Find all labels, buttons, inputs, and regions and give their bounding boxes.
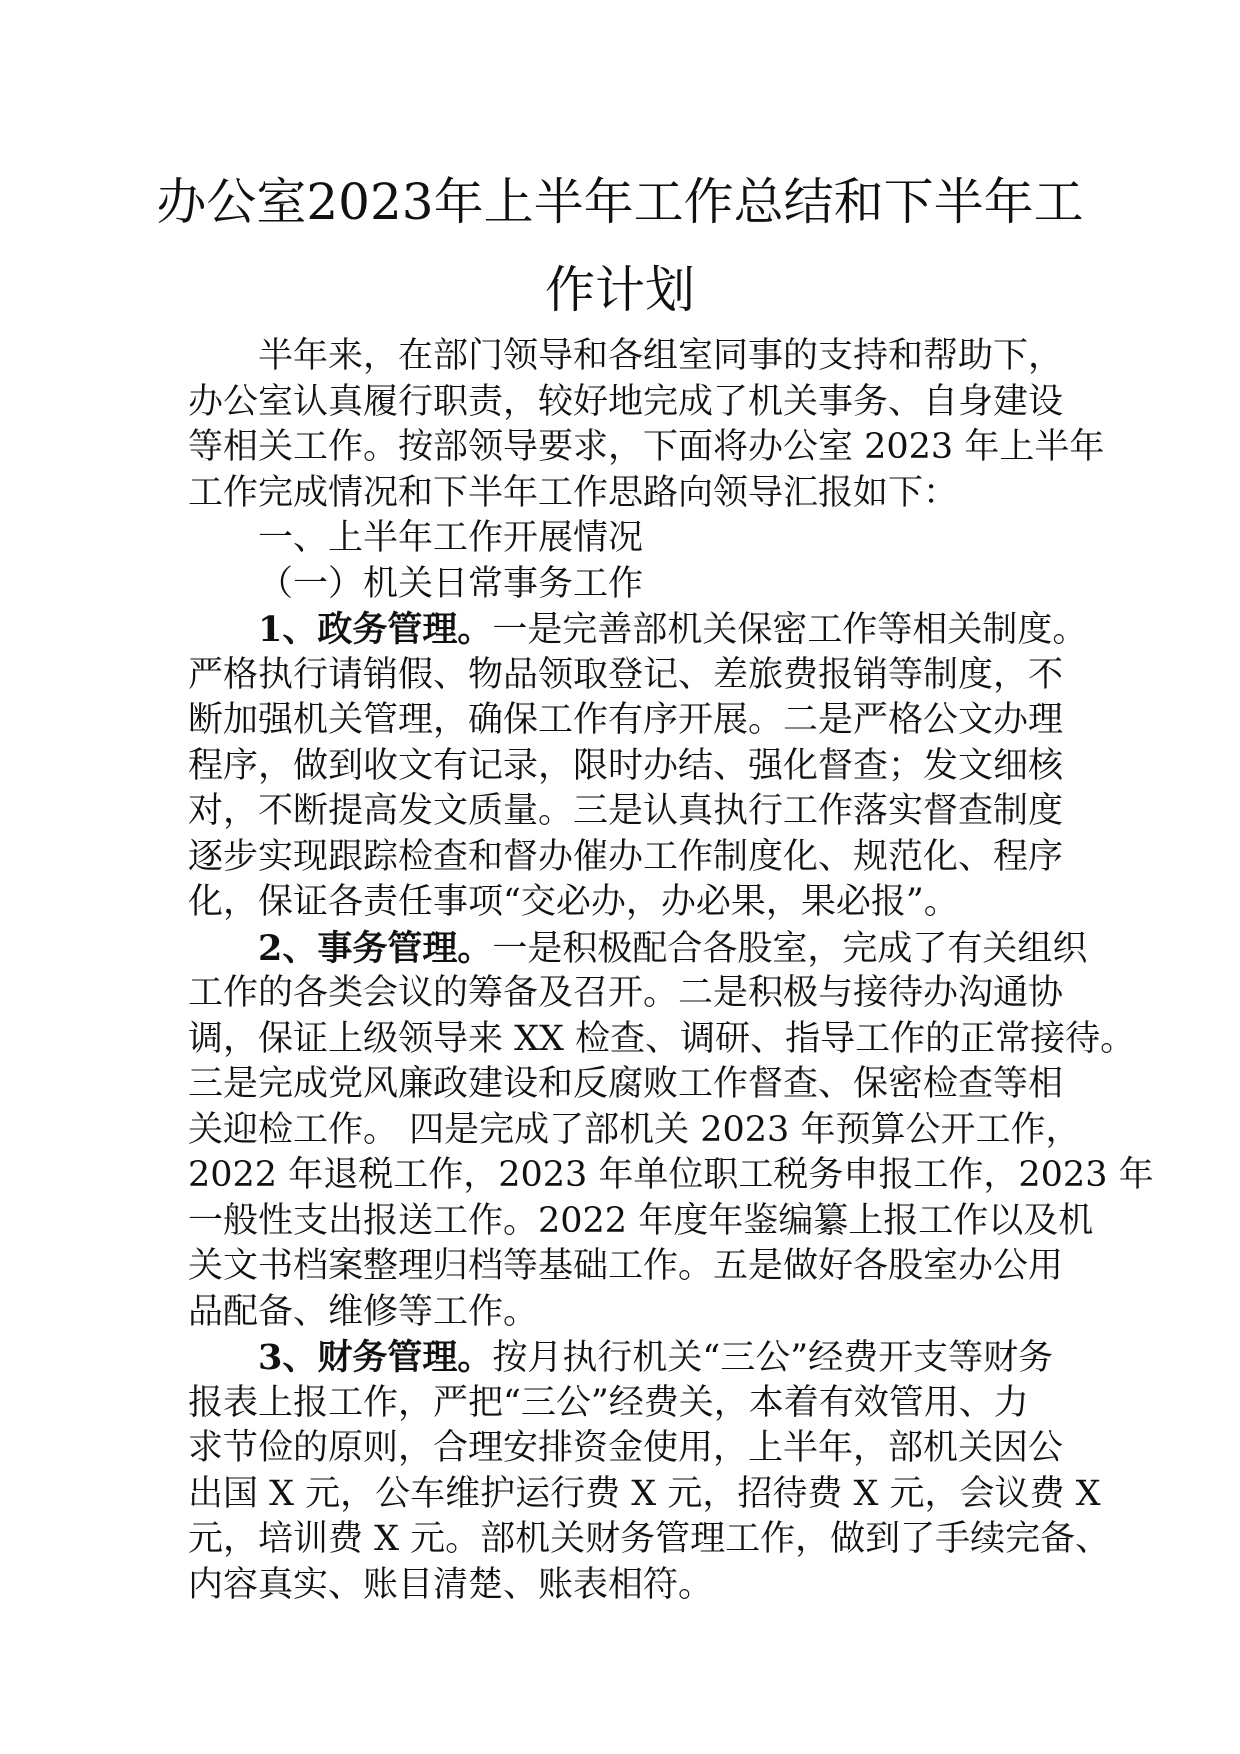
line-text: （一）机关日常事务工作 — [258, 563, 644, 604]
text-line — [188, 880, 1068, 926]
text-line — [188, 471, 1068, 517]
line-text: 一是积极配合各股室，完成了有关组织 — [492, 928, 1088, 969]
text-line — [188, 1244, 1068, 1290]
text-line — [188, 334, 1068, 380]
text-line — [188, 789, 1068, 835]
line-text: 一般性支出报送工作。2022 年度年鉴编纂上报工作以及机 — [188, 1200, 1094, 1241]
line-text: 对，不断提高发文质量。三是认真执行工作落实督查制度 — [188, 791, 1064, 831]
line-text: 化，保证各责任事项“交必办，办必果，果必报”。 — [188, 882, 959, 922]
line-text: 工作的各类会议的筹备及召开。二是积极与接待办沟通协 — [188, 973, 1064, 1013]
line-text: 办公室认真履行职责，较好地完成了机关事务、自身建设 — [188, 381, 1064, 422]
section-heading: 2、事务管理。 — [258, 927, 493, 969]
text-line — [188, 562, 1068, 608]
line-text: 求节俭的原则，合理安排资金使用，上半年，部机关因公 — [188, 1428, 1064, 1468]
line-text: 品配备、维修等工作。 — [188, 1291, 539, 1332]
text-line — [188, 1153, 1154, 1199]
text-line — [188, 1062, 1068, 1108]
line-text: 程序，做到收文有记录，限时办结、强化督查；发文细核 — [188, 745, 1064, 786]
text-line — [188, 1426, 1068, 1472]
section-heading: 3、财务管理。 — [258, 1337, 493, 1378]
line-text: 工作完成情况和下半年工作思路向领导汇报如下： — [188, 472, 959, 513]
line-text: 关迎检工作。 四是完成了部机关 2023 年预算公开工作， — [188, 1109, 1081, 1150]
text-line — [188, 1335, 1068, 1381]
line-text: 严格执行请销假、物品领取登记、差旅费报销等制度，不 — [188, 654, 1064, 695]
text-line — [188, 425, 1105, 471]
text-line — [188, 380, 1068, 426]
line-text: 一、上半年工作开展情况 — [258, 518, 644, 558]
document-body — [188, 334, 1154, 1608]
text-line — [188, 1472, 1101, 1518]
text-line — [188, 971, 1068, 1017]
line-text: 关文书档案整理归档等基础工作。五是做好各股室办公用 — [188, 1246, 1064, 1286]
document-title-line-1: 办公室2023年上半年工作总结和下半年工 — [156, 173, 1084, 231]
text-line — [188, 1290, 1068, 1336]
line-text: 逐步实现跟踪检查和督办催办工作制度化、规范化、程序 — [188, 836, 1064, 877]
line-text: 出国 X 元，公车维护运行费 X 元，招待费 X 元，会议费 X — [188, 1473, 1101, 1514]
text-line — [188, 1108, 1081, 1154]
text-line — [188, 1563, 1068, 1609]
line-text: 三是完成党风廉政建设和反腐败工作督查、保密检查等相 — [188, 1064, 1064, 1104]
line-text: 一是完善部机关保密工作等相关制度。 — [492, 610, 1088, 650]
text-line — [188, 1517, 1111, 1563]
text-line — [188, 1017, 1136, 1063]
text-line — [188, 653, 1068, 699]
text-line — [188, 1381, 1068, 1427]
line-text: 报表上报工作，严把“三公”经费关，本着有效管用、力 — [188, 1382, 1029, 1423]
line-text: 等相关工作。按部领导要求，下面将办公室 2023 年上半年 — [188, 427, 1105, 467]
document-title-line-2: 作计划 — [545, 261, 695, 319]
text-line — [188, 607, 1088, 653]
line-text: 内容真实、账目清楚、账表相符。 — [188, 1564, 714, 1605]
text-line — [188, 744, 1068, 790]
line-text: 断加强机关管理，确保工作有序开展。二是严格公文办理 — [188, 700, 1064, 740]
line-text: 半年来，在部门领导和各组室同事的支持和帮助下， — [258, 336, 1064, 376]
line-text: 2022 年退税工作，2023 年单位职工税务申报工作，2023 年 — [188, 1155, 1154, 1195]
text-line — [188, 698, 1068, 744]
line-text: 调，保证上级领导来 XX 检查、调研、指导工作的正常接待。 — [188, 1018, 1136, 1059]
line-text: 元，培训费 X 元。部机关财务管理工作，做到了手续完备、 — [188, 1519, 1111, 1559]
text-line — [188, 1199, 1094, 1245]
text-line — [188, 835, 1068, 881]
line-text: 按月执行机关“三公”经费开支等财务 — [492, 1338, 1054, 1378]
section-heading: 1、政务管理。 — [258, 609, 493, 650]
text-line — [188, 926, 1088, 972]
text-line — [188, 516, 1068, 562]
